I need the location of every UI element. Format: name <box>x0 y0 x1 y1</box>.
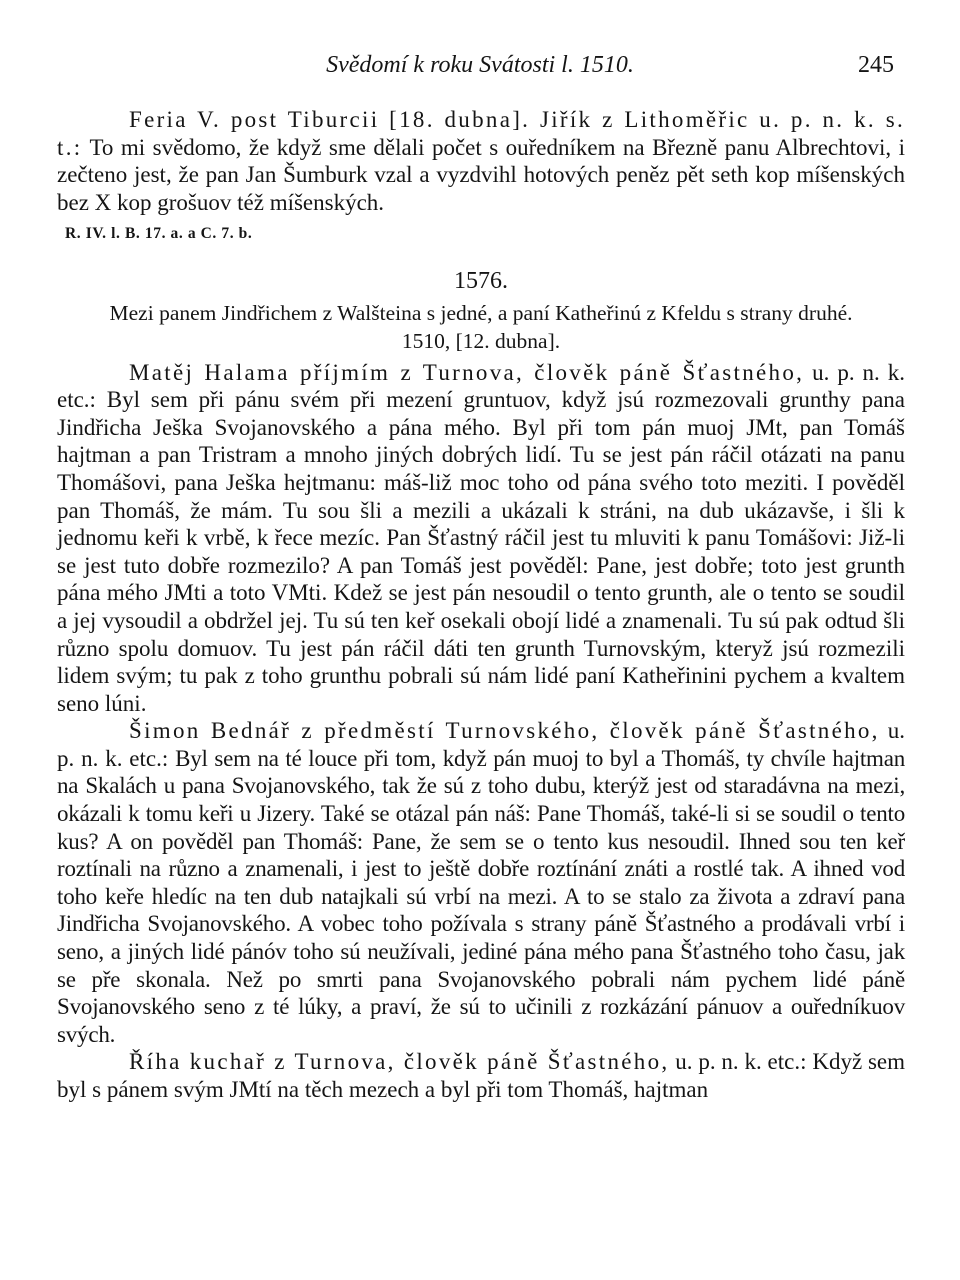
witness-name: Šimon Bednář z předměstí Turnovského, člověk páně Šťastného, <box>129 718 880 744</box>
section-heading: Mezi panem Jindřichem z Walšteina s jedné, a paní Katheřinú z Kfeldu s strany druhé. <box>109 300 853 325</box>
testimony-text: Byl sem při pánu svém při mezení gruntuov, když jsú rozmezovali grunthy pana Jindřicha Ješka Svojanovského a pána mého. Byl při tom pán muoj JMt, pan Tomáš hajtman a pan Tristram a mnoho jiných dobrých lidí. Tu se jest pán ráčil otázati na panu Thomášovi, pana Ješka hejtmanu: máš-liž moc toho od pána svého toto meziti. I pověděl pan Thomáš, že mám. Tu sou šli a mezili a ukázali k stráni, na dub ukázavše, i šli k jednomu keři k vrbě, k řece mezíc. Pan Šťastný ráčil jest tu mluviti k panu Tomášovi: Již-li se jest tuto dobře rozmezilo? A pan Tomáš jest pověděl: Pane, jest dobře; toto jest grunth pána mého JMti a toto VMti. Kdež se jest pán nesoudil o tento grunth, ale o tento se soudil a jej vysoudil a obdržel jej. Tu sú ten keř osekali obojí lidé a znamenali. Tu sú pak odtud šli různo spolu domuov. Tu jest pán ráčil dáti ten grunth Turnovským, kteryž jsú rozmezili lidem svým; tu pak z toho grunthu pobrali sú nám lidé paní Katheřinini pychem a kvaltem seno lúni. <box>57 387 905 716</box>
testimony-text: Když sem byl s pánem svým JMtí na těch mezech a byl při tom Thomáš, hajtman <box>57 1049 906 1102</box>
testimony-paragraph <box>57 717 905 1048</box>
witness-name: Matěj Halama příjmím z Turnova, člověk páně Šťastného, <box>129 359 805 385</box>
witness-name: Říha kuchař z Turnova, člověk páně Šťastného, <box>129 1049 670 1075</box>
testimony-paragraph <box>57 1048 905 1103</box>
entry-text: To mi svědomo, že když sme dělali počet s ouředníkem na Březně panu Albrechtovi, i zečteno jest, že pan Jan Šumburk vzal a vyzdvihl hotových peněz pět seth kop míšenských bez X kop grošuov též míšenských. <box>57 134 905 215</box>
entry-paragraph <box>57 106 905 216</box>
page-body <box>57 106 905 1104</box>
testimony-text: Byl sem na té louce při tom, když pán muoj to byl a Thomáš, ty chvíle hajtman na Skalách u pana Svojanovského, tak že sú z toho dubu, kterýž jest od staradávna na mezi, okázali k tomu keři u Jizery. Také se otázal pán náš: Pane Thomáš, také-li si se soudil o tento kus? A on pověděl pan Thomáš: Pane, že sem se o tento kus nesoudil. Ihned sou ten keř roztínali na různo a znamenali, i jest to ještě dobře roztínání znáti a rostlé tak. A ihned vod toho keře hledíc na ten dub natajkali sú vrbí na mezi. A to se stalo za života a zdraví pana Jindřicha Svojanovského. A vobec toho požívala s strany páně Šťastného a prodávali vrbí i seno, a jiných lidé pánóv toho sú neužívali, jediné pána mého pana Šťastného toho času, jak se pře skonala. Než po smrti pana Svojanovského pobrali nám pychem lidé páně Svojanovského seno z té lúky, a praví, že sú to učinili z rozkázání pánuov a ouředníkuov svých. <box>57 745 906 1047</box>
entry-opening: Feria V. post Tiburcii [18. dubna]. Jiřík z Lithoměřic u. p. n. k. s. t.: <box>57 107 905 160</box>
section-number: 1576. <box>454 267 508 294</box>
oath-formula: u. p. n. k. etc.: <box>675 1049 807 1075</box>
oath-formula: u. p. n. k. etc.: <box>57 718 905 771</box>
running-title: Svědomí k roku Svátosti l. 1510. <box>326 52 634 78</box>
page-number: 245 <box>858 52 894 78</box>
testimony-paragraph <box>57 359 905 718</box>
section-date: 1510, [12. dubna]. <box>401 328 561 353</box>
archival-signature: R. IV. l. B. 17. a. a C. 7. b. <box>65 225 253 243</box>
oath-formula: u. p. n. k. etc.: <box>57 359 906 413</box>
page-header <box>0 52 960 92</box>
